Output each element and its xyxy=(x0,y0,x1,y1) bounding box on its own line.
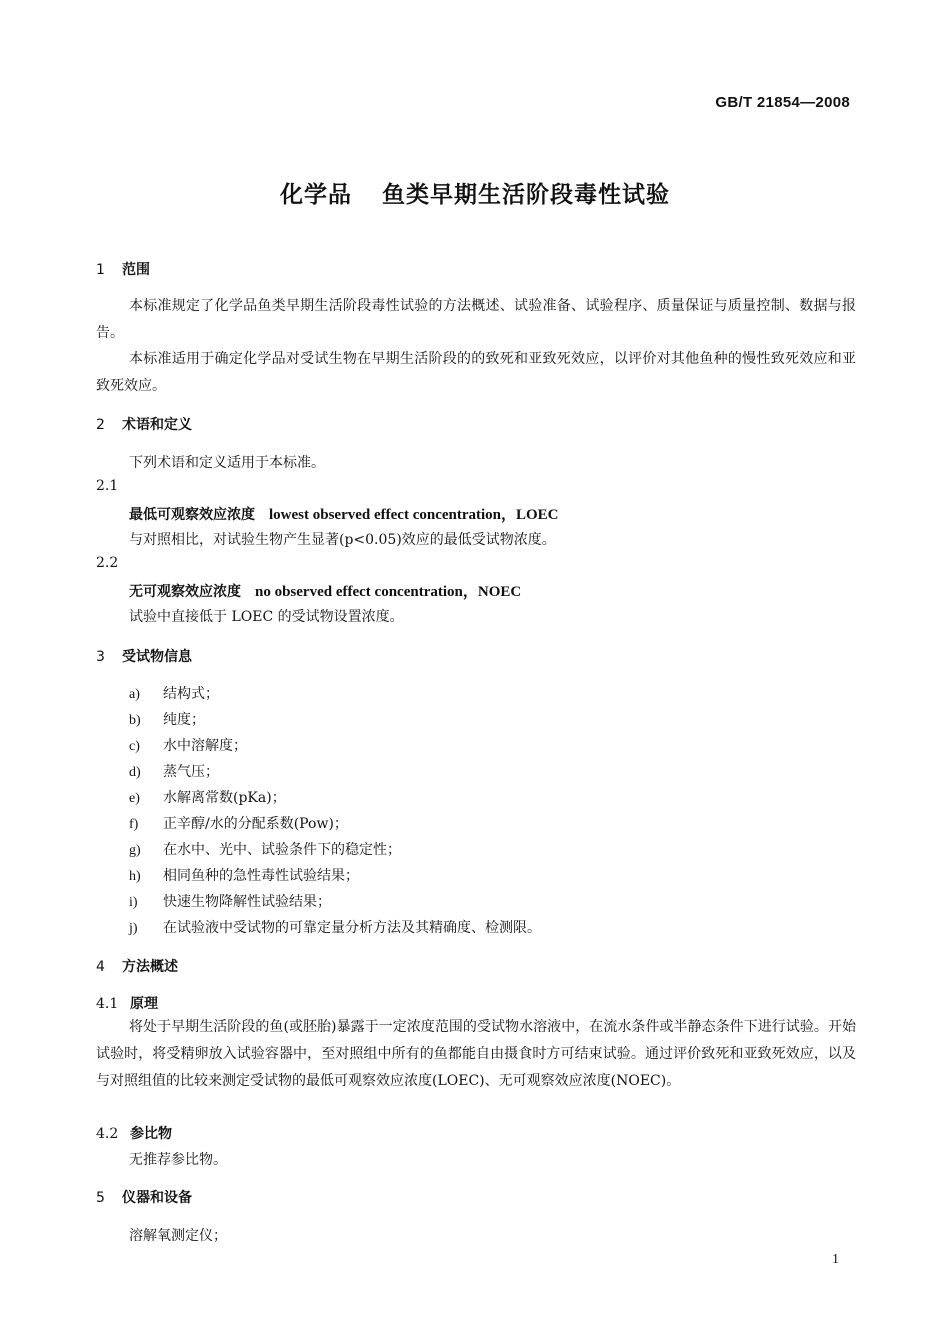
section-5-heading: 5 仪器和设备 xyxy=(96,1190,192,1206)
list-item: f) 正辛醇/水的分配系数(Pow)； xyxy=(129,816,348,832)
term-2-2-number: 2.2 xyxy=(96,555,119,571)
subsection-4-1-heading: 4.1 原理 xyxy=(96,996,158,1012)
title-part2: 鱼类早期生活阶段毒性试验 xyxy=(382,182,670,208)
list-item: d) 蒸气压； xyxy=(129,764,219,780)
section-1-heading: 1 范围 xyxy=(96,262,150,278)
list-item: i) 快速生物降解性试验结果； xyxy=(129,894,331,910)
section-2-intro: 下列术语和定义适用于本标准。 xyxy=(129,455,325,471)
subsection-4-2-text: 无推荐参比物。 xyxy=(129,1152,227,1168)
section-5-line-1: 溶解氧测定仪； xyxy=(129,1228,227,1244)
section-2-heading: 2 术语和定义 xyxy=(96,417,192,433)
term-2-1-number: 2.1 xyxy=(96,478,119,494)
list-item: b) 纯度； xyxy=(129,712,205,728)
standard-code: GB/T 21854—2008 xyxy=(715,94,850,111)
document-title xyxy=(0,176,950,209)
list-item: c) 水中溶解度； xyxy=(129,738,247,754)
list-item: a) 结构式； xyxy=(129,686,219,702)
section-1-para-2: 本标准适用于确定化学品对受试生物在早期生活阶段的的致死和亚致死效应，以评价对其他鱼种的慢性致死效应和亚致死效应。 xyxy=(96,351,856,394)
section-3-heading: 3 受试物信息 xyxy=(96,649,192,665)
title-part1: 化学品 xyxy=(280,182,352,208)
term-2-2-definition: 试验中直接低于 LOEC 的受试物设置浓度。 xyxy=(129,609,404,625)
list-item: h) 相同鱼种的急性毒性试验结果； xyxy=(129,868,359,884)
list-item: g) 在水中、光中、试验条件下的稳定性； xyxy=(129,842,401,858)
page-number: 1 xyxy=(832,1252,839,1267)
term-2-1-definition: 与对照相比，对试验生物产生显著(p<0.05)效应的最低受试物浓度。 xyxy=(129,532,556,548)
section-4-heading: 4 方法概述 xyxy=(96,959,178,975)
subsection-4-2-heading: 4.2 参比物 xyxy=(96,1126,172,1142)
list-item: e) 水解离常数(pKa)； xyxy=(129,790,286,806)
term-2-2-name: 无可观察效应浓度 no observed effect concentration，NOEC xyxy=(129,584,522,600)
term-2-1-name: 最低可观察效应浓度 lowest observed effect concentration，LOEC xyxy=(129,507,559,523)
subsection-4-1-text: 将处于早期生活阶段的鱼(或胚胎)暴露于一定浓度范围的受试物水溶液中，在流水条件或半静态条件下进行试验。开始试验时，将受精卵放入试验容器中，至对照组中所有的鱼都能自由摄食时方可结束试验。通过评价致死和亚致死效应，以及与对照组值的比较来测定受试物的最低可观察效应浓度(LOEC)、无可观察效应浓度(NOEC)。 xyxy=(96,1019,856,1089)
list-item: j) 在试验液中受试物的可靠定量分析方法及其精确度、检测限。 xyxy=(129,920,541,936)
section-1-para-1: 本标准规定了化学品鱼类早期生活阶段毒性试验的方法概述、试验准备、试验程序、质量保证与质量控制、数据与报告。 xyxy=(96,298,856,341)
